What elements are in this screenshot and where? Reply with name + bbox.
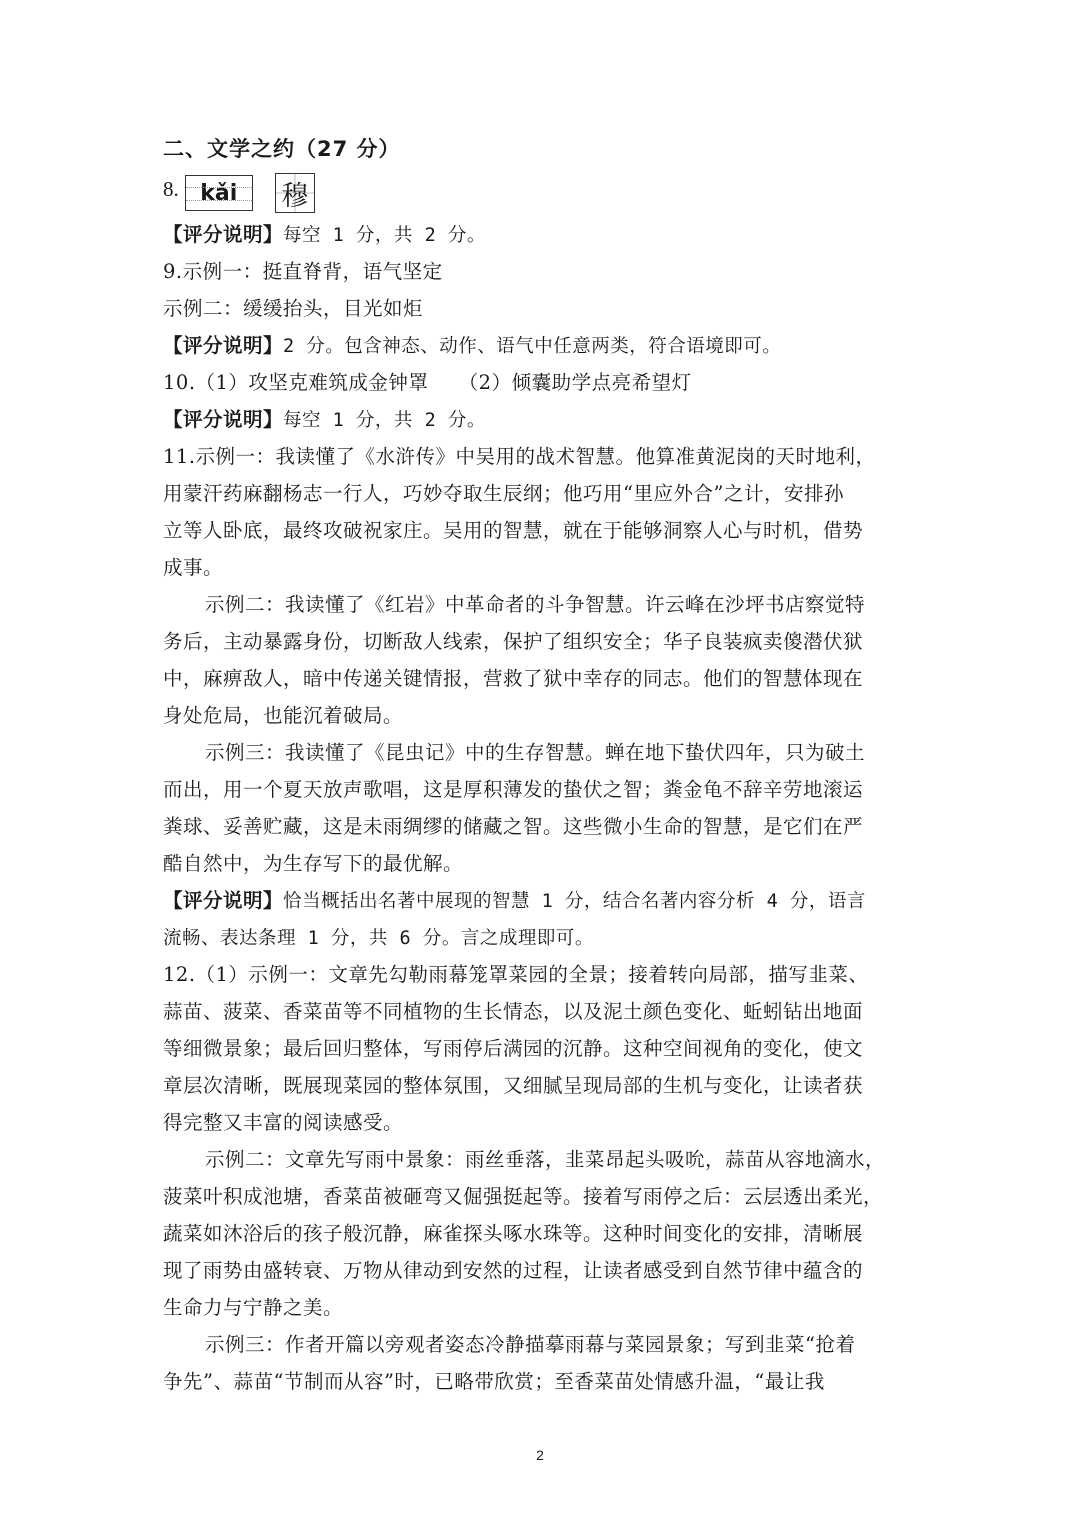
question-number: 8. [163, 176, 179, 201]
scoring-note-text: 每空 1 分，共 2 分。 [283, 225, 486, 246]
answer-line [163, 734, 921, 771]
answer-text: 示例二：我读懂了《红岩》中革命者的斗争智慧。许云峰在沙坪书店察觉特 [205, 593, 866, 616]
answer-text: 蔬菜如沐浴后的孩子般沉静，麻雀探头啄水珠等。这种时间变化的安排，清晰展 [163, 1222, 864, 1245]
answer-line [163, 1215, 921, 1252]
answer-text: 酷自然中，为生存写下的最优解。 [163, 852, 464, 875]
scoring-note-text: 每空 1 分，共 2 分。 [283, 410, 486, 431]
scoring-note-text: 流畅、表达条理 1 分，共 6 分。言之成理即可。 [163, 928, 594, 949]
answer-line [163, 956, 921, 993]
answer-text: 示例二：缓缓抬头，目光如炬 [163, 297, 424, 320]
scoring-note-label: 【评分说明】 [163, 889, 284, 912]
answer-body [163, 216, 921, 1400]
answer-line [163, 1289, 921, 1326]
scoring-note-label: 【评分说明】 [163, 334, 284, 357]
scoring-note-line [163, 327, 921, 364]
answer-line [163, 1252, 921, 1289]
page-number: 2 [536, 1447, 544, 1463]
answer-line [163, 475, 921, 512]
answer-line [163, 1067, 921, 1104]
answer-line [163, 993, 921, 1030]
answer-text: 菠菜叶积成池塘，香菜苗被砸弯又倔强挺起等。接着写雨停之后：云层透出柔光， [163, 1185, 884, 1208]
answer-text: 9.示例一：挺直脊背，语气坚定 [163, 260, 443, 283]
answer-line [163, 364, 921, 401]
answer-line [163, 290, 921, 327]
answer-line [163, 253, 921, 290]
scoring-note-text: 2 分。包含神态、动作、语气中任意两类，符合语境即可。 [283, 336, 782, 357]
answer-text: 争先”、蒜苗“节制而从容”时，已略带欣赏；至香菜苗处情感升温，“最让我 [163, 1370, 825, 1393]
answer-line [163, 586, 921, 623]
answer-text: 蒜苗、菠菜、香菜苗等不同植物的生长情态，以及泥土颜色变化、蚯蚓钻出地面 [163, 1000, 864, 1023]
answer-line [163, 1104, 921, 1141]
answer-text: 得完整又丰富的阅读感受。 [163, 1111, 404, 1134]
scoring-note-line [163, 882, 921, 919]
answer-text: 身处危局，也能沉着破局。 [163, 704, 404, 727]
answer-line [163, 623, 921, 660]
answer-text: 10.（1）攻坚克难筑成金钟罩 （2）倾囊助学点亮希望灯 [163, 371, 692, 394]
section-title: 二、文学之约（27 分） [163, 137, 401, 161]
answer-line [163, 1178, 921, 1215]
answer-line [163, 1030, 921, 1067]
answer-line [163, 512, 921, 549]
answer-text: 粪球、妥善贮藏，这是未雨绸缪的储藏之智。这些微小生命的智慧，是它们在严 [163, 815, 864, 838]
scoring-note-text: 恰当概括出名著中展现的智慧 1 分，结合名著内容分析 4 分，语言 [283, 891, 866, 912]
answer-line [163, 549, 921, 586]
answer-text: 示例三：作者开篇以旁观者姿态冷静描摹雨幕与菜园景象；写到韭菜“抢着 [205, 1333, 856, 1356]
answer-text: 立等人卧底，最终攻破祝家庄。吴用的智慧，就在于能够洞察人心与时机，借势 [163, 519, 864, 542]
answer-line [163, 1141, 921, 1178]
answer-text: 而出，用一个夏天放声歌唱，这是厚积薄发的蛰伏之智；粪金龟不辞辛劳地滚运 [163, 778, 864, 801]
answer-text: 等细微景象；最后回归整体，写雨停后满园的沉静。这种空间视角的变化，使文 [163, 1037, 864, 1060]
answer-text: 11.示例一：我读懂了《水浒传》中吴用的战术智慧。他算准黄泥岗的天时地利， [163, 445, 876, 468]
answer-line [163, 845, 921, 882]
scoring-note-line [163, 919, 921, 956]
answer-line [163, 660, 921, 697]
answer-text: 现了雨势由盛转衰、万物从律动到安然的过程，让读者感受到自然节律中蕴含的 [163, 1259, 864, 1282]
answer-text: 务后，主动暴露身份，切断敌人线索，保护了组织安全；华子良装疯卖傻潜伏狱 [163, 630, 864, 653]
scoring-note-label: 【评分说明】 [163, 223, 284, 246]
answer-text: 章层次清晰，既展现菜园的整体氛围，又细腻呈现局部的生机与变化，让读者获 [163, 1074, 864, 1097]
character-grid-box: 穆 [275, 173, 315, 213]
scoring-note-line [163, 216, 921, 253]
scoring-note-line [163, 401, 921, 438]
answer-text: 用蒙汗药麻翻杨志一行人，巧妙夺取生辰纲；他巧用“里应外合”之计，安排孙 [163, 482, 844, 505]
answer-line [163, 771, 921, 808]
answer-line [163, 697, 921, 734]
answer-text: 中，麻痹敌人，暗中传递关键情报，营救了狱中幸存的同志。他们的智慧体现在 [163, 667, 864, 690]
answer-text: 示例二：文章先写雨中景象：雨丝垂落，韭菜昂起头吸吮，蒜苗从容地滴水， [205, 1148, 886, 1171]
answer-line [163, 808, 921, 845]
answer-line [163, 1363, 921, 1400]
answer-text: 12.（1）示例一：文章先勾勒雨幕笼罩菜园的全景；接着转向局部，描写韭菜、 [163, 963, 869, 986]
answer-text: 示例三：我读懂了《昆虫记》中的生存智慧。蝉在地下蛰伏四年，只为破土 [205, 741, 866, 764]
scoring-note-label: 【评分说明】 [163, 408, 284, 431]
pinyin-box: kǎi [185, 175, 253, 211]
question-8-answer [163, 171, 315, 215]
answer-text: 成事。 [163, 556, 224, 579]
answer-line [163, 1326, 921, 1363]
answer-line [163, 438, 921, 475]
answer-text: 生命力与宁静之美。 [163, 1296, 344, 1319]
